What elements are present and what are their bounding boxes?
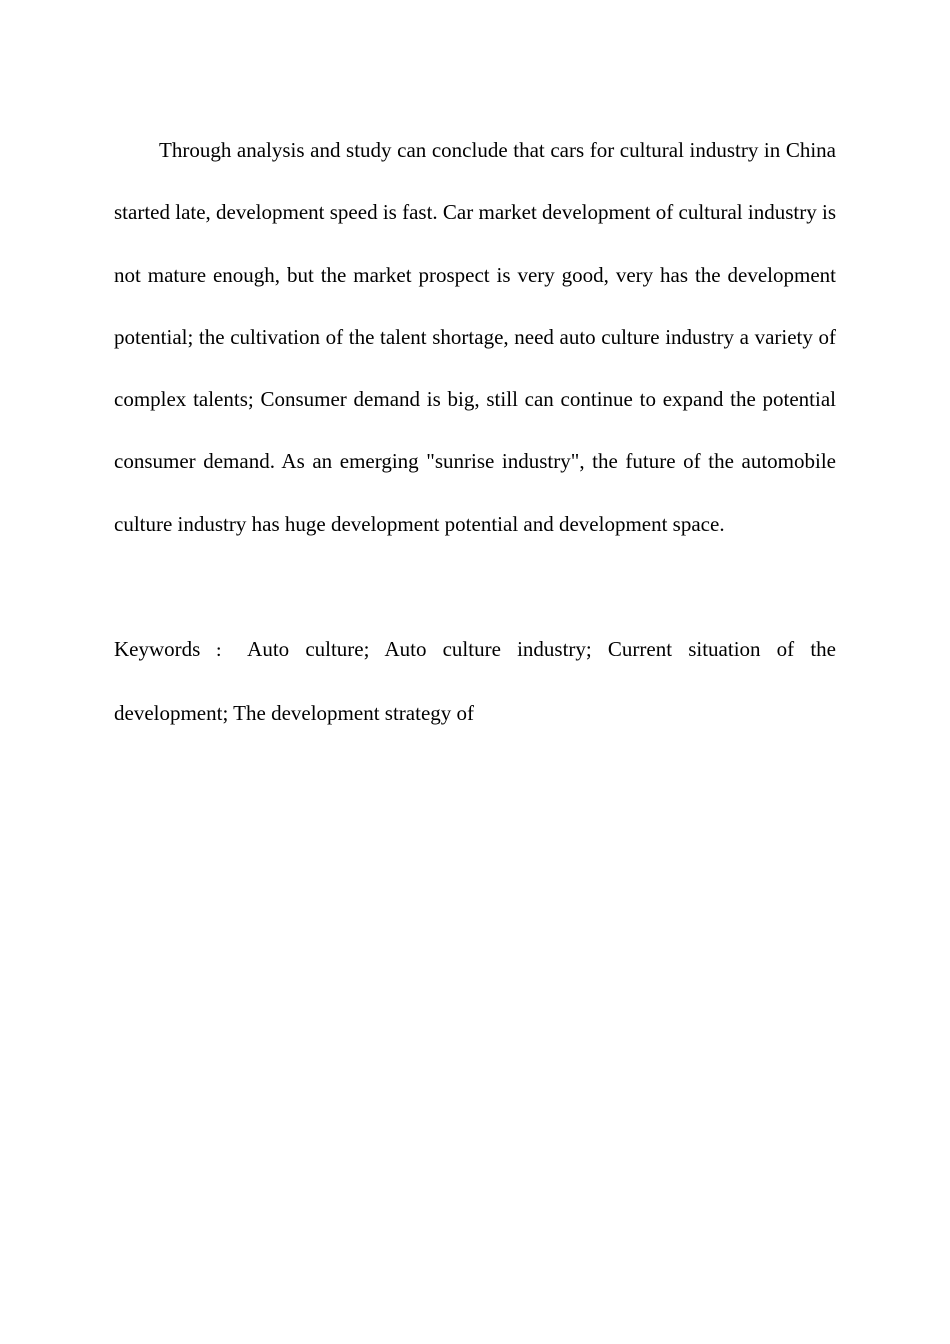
keywords-line	[114, 618, 836, 745]
keywords-text: Auto culture; Auto culture industry; Current situation of the development; The development strategy of	[114, 637, 836, 726]
page-content	[114, 119, 836, 745]
keywords-colon: ：	[204, 642, 242, 661]
abstract-paragraph: Through analysis and study can conclude that cars for cultural industry in China started late, development speed is fast. Car market development of cultural industry is not mature enough, but the market prospect is very good, very has the development potential; the cultivation of the talent shortage, need auto culture industry a variety of complex talents; Consumer demand is big, still can continue to expand the potential consumer demand. As an emerging "sunrise industry", the future of the automobile culture industry has huge development potential and development space.	[114, 138, 836, 536]
keywords-label: Keywords	[114, 637, 201, 662]
